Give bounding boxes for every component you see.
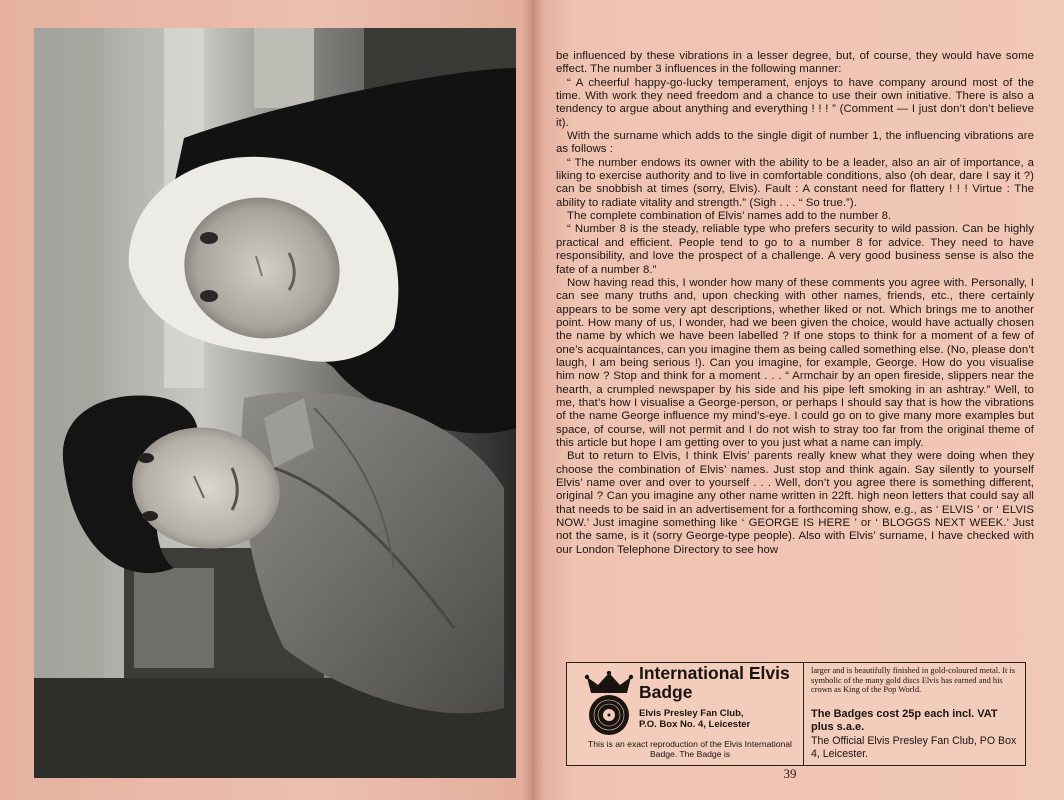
advert-title: International Elvis Badge xyxy=(639,663,790,702)
advert-left-panel xyxy=(567,663,804,765)
page-number: 39 xyxy=(783,766,797,781)
page-gutter xyxy=(522,0,544,800)
article-paragraph: With the surname which adds to the single digit of number 1, the influencing vibrations are as follows : xyxy=(556,130,1034,156)
photo-image xyxy=(34,28,516,778)
article-paragraph: “ A cheerful happy-go-lucky temperament, enjoys to have company around most of the time. With work they need freedom and a chance to use their own initiative. There is also a tendency to argue about anything and everything ! ! ! ” (Comment — I just don’t don’t believe it). xyxy=(556,76,1034,129)
advert-right-panel xyxy=(807,663,1023,765)
advert-note: This is an exact reproduction of the Elvis International Badge. The Badge is xyxy=(588,739,792,759)
advert-price: The Badges cost 25p each incl. VAT plus s.a.e. xyxy=(811,708,998,733)
article-paragraph: But to return to Elvis, I think Elvis’ parents really knew what they were doing when they choose the combination of Elvis’ names. Just stop and think again. Say silently to yourself Elvis’ name over and over to yourself . . . Well, don’t you agree there is something different, original ? Can you imagine any other name written in 22ft. high neon letters that could say all that needs to be said in an advertisement for a forthcoming show, e.g., as ‘ ELVIS ’ or ‘ ELVIS NOW.’ Just imagine something like ‘ GEORGE IS HERE ’ or ‘ BLOGGS NEXT WEEK.’ Just not the same, is it (sorry George-type people). Also with Elvis’ surname, I have checked with our London Telephone Directory to see how xyxy=(556,450,1034,556)
elvis-badge-advert xyxy=(566,662,1026,766)
photo-elvis-and-nun xyxy=(34,28,516,778)
article-text xyxy=(556,50,1034,557)
advert-description: larger and is beautifully finished in gold-coloured metal. It is symbolic of the many gold discs Elvis has earned and his crown as King of the Pop World. xyxy=(811,666,1016,695)
crown-record-badge-icon xyxy=(583,671,635,741)
article-paragraph: “ Number 8 is the steady, reliable type who prefers security to wild passion. Can be highly practical and efficient. People tend to go to a number 8 for advice. They need to have responsibility, and love the prospect of a challenge. A very good business sense is also the fate of a number 8.” xyxy=(556,223,1034,276)
advert-club-address: Elvis Presley Fan Club, P.O. Box No. 4, Leicester xyxy=(639,708,751,730)
article-paragraph: Now having read this, I wonder how many of these comments you agree with. Personally, I can see many truths and, upon checking with other names, friends, etc., there certainly appears to be some very apt descriptions, whether liked or not. Which brings me to another point. How many of us, I wonder, had we been given the choice, would have actually chosen the name by which we have been labelled ? If one stops to think for a moment of a few of one’s acquaintances, can you imagine them as being called something else. (No, please don’t laugh, I am being serious !). Can you imagine, for example, George. How do you visualise him now ? Stop and think for a moment . . . “ Armchair by an open fireside, slippers near the hearth, a crumpled newspaper by his side and his pipe left smoking in an ashtray.” Well, to me, that’s how I visualise a George-person, or perhaps I should say that is how the vibrations of the name George influence my mind’s-eye. I could go on to give many more examples but space, of course, will not permit and I do not wish to stray too far from the original theme of this article but hope I am getting over to you just what a name can imply. xyxy=(556,276,1034,449)
article-paragraph: “ The number endows its owner with the ability to be a leader, also an air of importance, a liking to exercise authority and to live in comfortable conditions, also (oh dear, dare I say it ?) can be snobbish at times (sorry, Elvis). Fault : A constant need for flattery ! ! ! Virtue : The ability to radiate vitality and strength.” (Sigh . . . “ So true.”). xyxy=(556,156,1034,209)
article-paragraph: The complete combination of Elvis’ names add to the number 8. xyxy=(567,210,892,223)
article-paragraph: be influenced by these vibrations in a lesser degree, but, of course, they would have some effect. The number 3 influences in the following manner: xyxy=(556,50,1034,76)
advert-order-address: The Official Elvis Presley Fan Club, PO Box 4, Leicester. xyxy=(811,735,1017,760)
